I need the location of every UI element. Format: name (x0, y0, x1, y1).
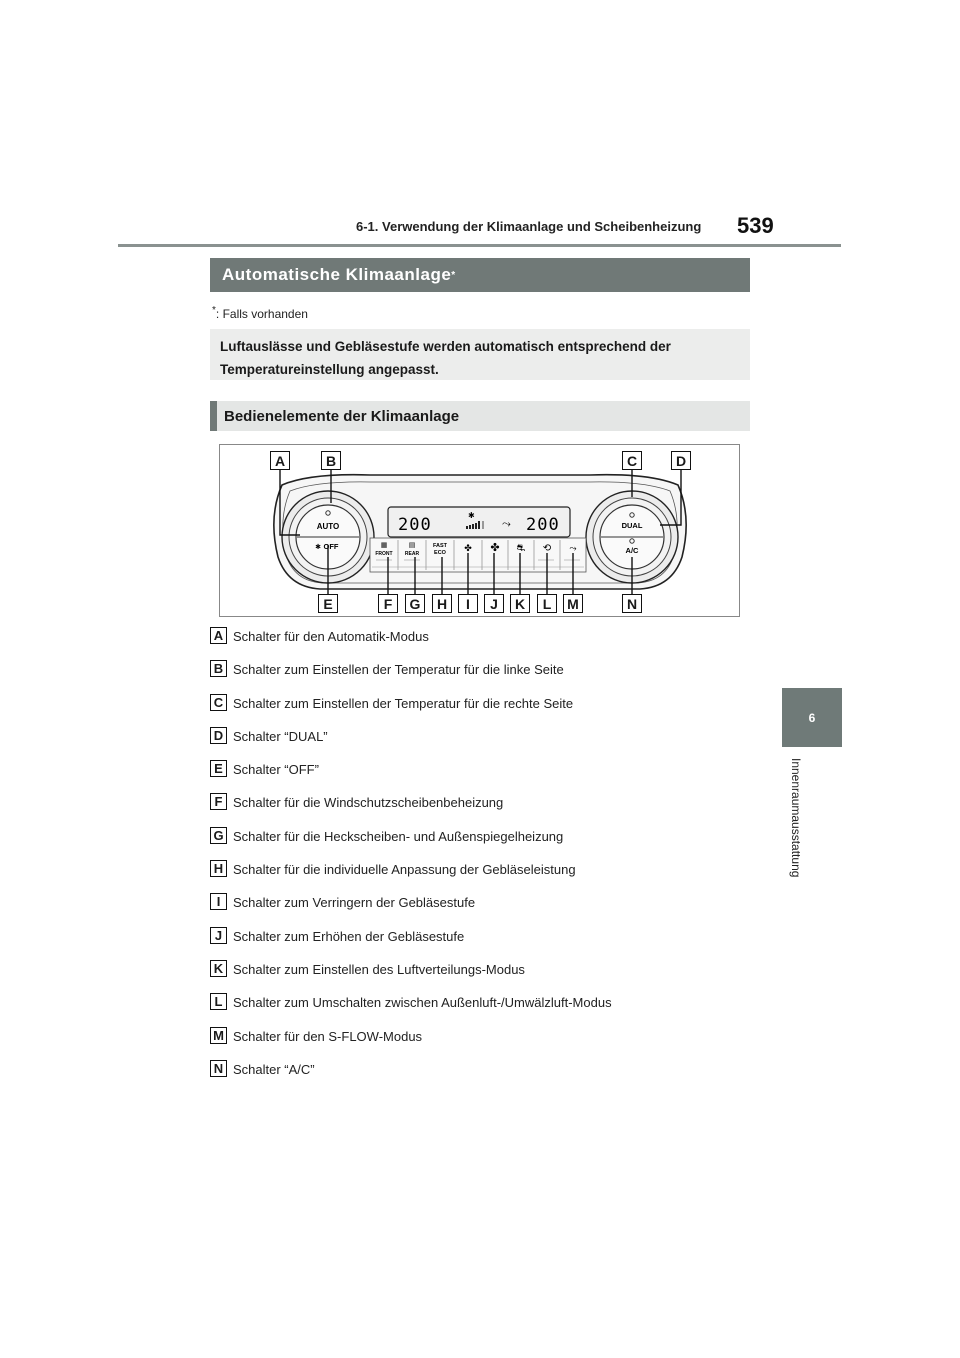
fan-down-icon: ✤ (464, 543, 472, 553)
eco-button-label: ECO (434, 550, 446, 556)
front-defrost-icon: ▦ (380, 542, 388, 549)
legend-text: Schalter zum Verringern der Gebläsestufe (233, 895, 476, 911)
legend-text: Schalter “A/C” (233, 1061, 315, 1077)
climate-panel-illustration (220, 445, 741, 618)
legend-text: Schalter zum Einstellen der Temperatur für die linke Seite (233, 662, 564, 678)
legend-item (210, 660, 750, 693)
legend-item (210, 993, 750, 1026)
air-distribution-icon: ⛐ (516, 543, 526, 554)
callout-l: L (537, 594, 557, 613)
legend-item (210, 960, 750, 993)
legend-key: A (210, 627, 227, 644)
section-header: 6-1. Verwendung der Klimaanlage und Scheibenheizung (356, 219, 702, 234)
legend-key: J (210, 927, 227, 944)
legend-item (210, 860, 750, 893)
legend-key: L (210, 993, 227, 1010)
callout-i: I (458, 594, 478, 613)
ac-button-label: A/C (625, 546, 639, 555)
legend-item (210, 927, 750, 960)
legend-item (210, 694, 750, 727)
legend-key: B (210, 660, 227, 677)
fan-up-icon: ✤ (490, 542, 500, 554)
header-divider (118, 244, 841, 247)
display-airflow-icon: ⤳ (502, 518, 511, 530)
title-footnote-marker: * (451, 269, 456, 281)
off-button-label: OFF (323, 542, 339, 551)
auto-button-label: AUTO (316, 522, 340, 531)
chapter-label: Innenraumausstattung (789, 758, 803, 878)
display-fan-icon: ✱ (468, 511, 475, 520)
dual-button-label: DUAL (621, 521, 643, 530)
legend-text: Schalter “OFF” (233, 762, 319, 778)
callout-g: G (405, 594, 425, 613)
legend-item (210, 1027, 750, 1060)
callout-c: C (622, 451, 642, 470)
legend-item (210, 727, 750, 760)
legend-key: I (210, 893, 227, 910)
legend-key: H (210, 860, 227, 877)
rear-button-label: REAR (404, 551, 420, 557)
rear-defrost-icon: ▤ (408, 542, 416, 549)
display-right-temp: 200 (526, 515, 560, 535)
legend-item (210, 627, 750, 660)
legend-item (210, 760, 750, 793)
footnote-text: : Falls vorhanden (215, 307, 308, 321)
legend-key: G (210, 827, 227, 844)
legend-text: Schalter für die individuelle Anpassung der Gebläseleistung (233, 862, 576, 878)
callout-b: B (321, 451, 341, 470)
section-title: Automatische Klimaanlage (222, 265, 452, 284)
front-button-label: FRONT (375, 551, 393, 557)
callout-n: N (622, 594, 642, 613)
section-title-bar (210, 258, 750, 292)
callout-f: F (378, 594, 398, 613)
callout-k: K (510, 594, 530, 613)
legend-key: N (210, 1060, 227, 1077)
legend-key: K (210, 960, 227, 977)
callout-d: D (671, 451, 691, 470)
off-fan-icon: ✱ (315, 544, 321, 551)
legend-text: Schalter für die Heckscheiben- und Außenspiegelheizung (233, 828, 564, 844)
legend-text: Schalter für die Windschutzscheibenbeheizung (233, 795, 504, 811)
legend-key: C (210, 694, 227, 711)
legend-item (210, 893, 750, 926)
callout-m: M (563, 594, 583, 613)
recirculation-icon: ⟲ (542, 543, 552, 554)
footnote (212, 305, 308, 321)
callout-j: J (484, 594, 504, 613)
callout-e: E (318, 594, 338, 613)
legend-key: F (210, 793, 227, 810)
legend-list (210, 627, 750, 1093)
intro-text: Luftauslässe und Gebläsestufe werden automatisch entsprechend der Temperatureinstellung angepasst. (210, 329, 750, 380)
legend-item (210, 793, 750, 826)
legend-key: E (210, 760, 227, 777)
legend-text: Schalter zum Einstellen des Luftverteilungs-Modus (233, 961, 525, 977)
legend-text: Schalter “DUAL” (233, 728, 328, 744)
callout-a: A (270, 451, 290, 470)
chapter-tab: 6 (782, 688, 842, 747)
legend-item (210, 1060, 750, 1093)
s-flow-icon: ⤳ (569, 543, 577, 553)
legend-key: M (210, 1027, 227, 1044)
legend-text: Schalter zum Einstellen der Temperatur für die rechte Seite (233, 695, 574, 711)
legend-key: D (210, 727, 227, 744)
legend-text: Schalter zum Umschalten zwischen Außenluft-/Umwälzluft-Modus (233, 995, 612, 1011)
climate-control-figure (219, 444, 740, 617)
display-left-temp: 200 (398, 515, 432, 535)
subsection-title: Bedienelemente der Klimaanlage (210, 401, 750, 431)
legend-text: Schalter für den Automatik-Modus (233, 629, 429, 644)
callout-h: H (432, 594, 452, 613)
fast-button-label: FAST (432, 543, 448, 549)
legend-item (210, 827, 750, 860)
legend-text: Schalter für den S-FLOW-Modus (233, 1028, 423, 1044)
footnote-marker: * (212, 305, 216, 316)
page-number: 539 (737, 213, 774, 238)
legend-text: Schalter zum Erhöhen der Gebläsestufe (233, 928, 465, 944)
